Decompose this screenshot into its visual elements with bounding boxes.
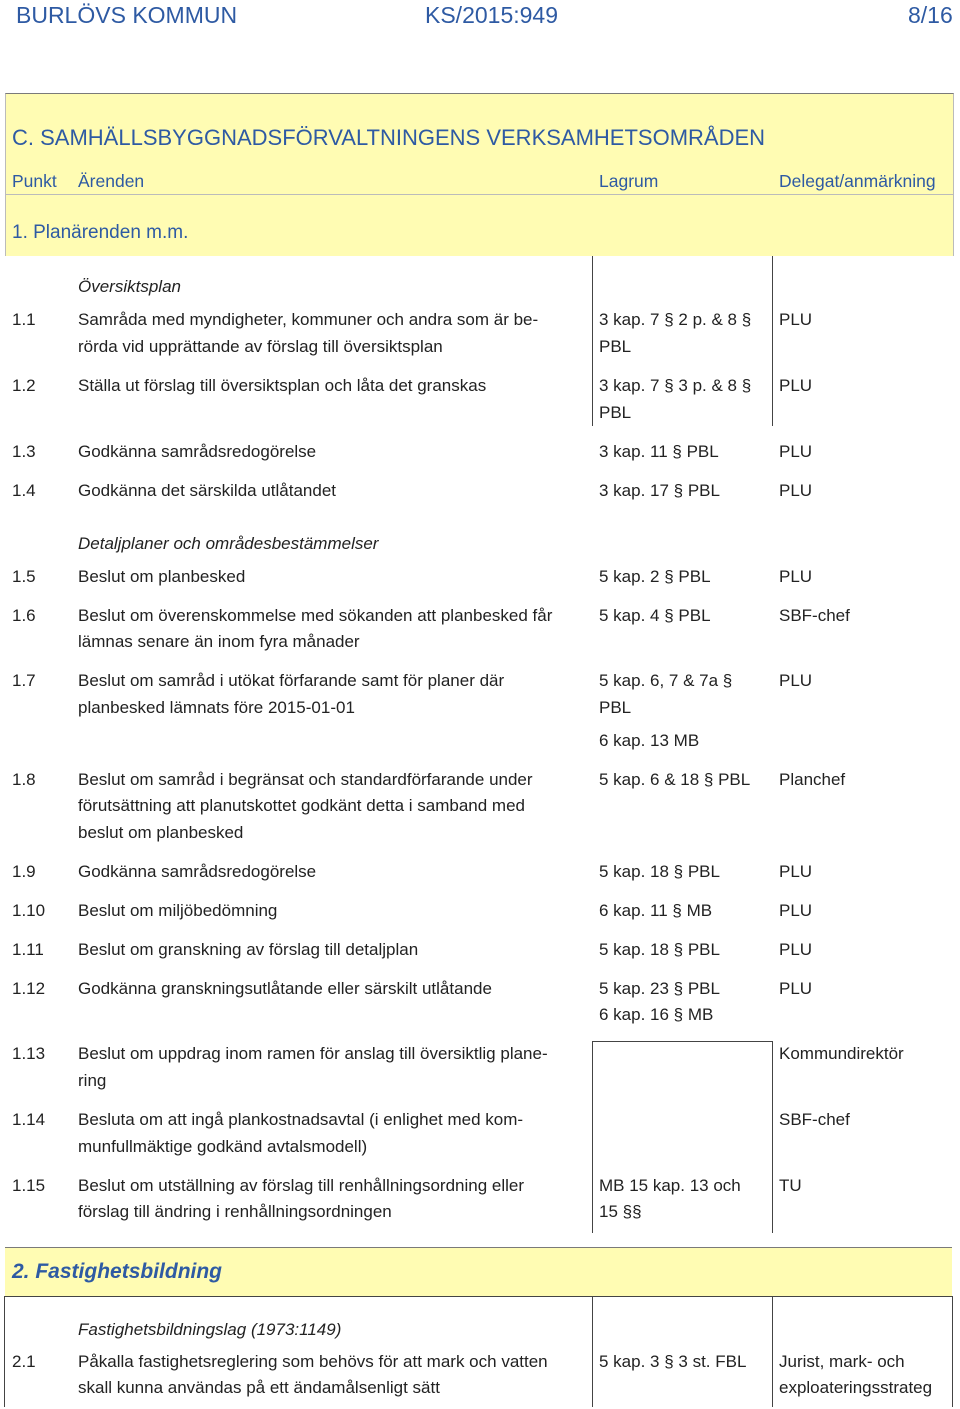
row-delegate: exploateringsstrateg <box>779 1378 933 1397</box>
row-number: 1.8 <box>12 770 36 789</box>
page-header <box>12 0 960 30</box>
row-text: rörda vid upprättande av förslag till översiktsplan <box>78 337 443 356</box>
row-text: lämnas senare än inom fyra månader <box>78 632 360 651</box>
row-text: förutsättning att planutskottet godkänt detta i samband med <box>78 796 526 815</box>
group-heading-detaljplaner: Detaljplaner och områdesbestämmelser <box>78 534 379 553</box>
column-header-delegat: Delegat/anmärkning <box>779 171 936 191</box>
row-law: 3 kap. 7 § 2 p. & 8 § <box>599 310 752 329</box>
row-delegate: PLU <box>779 376 813 395</box>
grid-line <box>772 1041 773 1233</box>
column-header-arenden: Ärenden <box>78 171 145 191</box>
grid-line <box>592 1041 593 1233</box>
row-delegate: PLU <box>779 671 813 690</box>
column-header-lagrum: Lagrum <box>599 171 659 191</box>
grid-line <box>772 1296 773 1407</box>
row-delegate: PLU <box>779 940 813 959</box>
row-number: 1.12 <box>12 979 46 998</box>
grid-line <box>772 256 773 426</box>
row-law: 5 kap. 3 § 3 st. FBL <box>599 1352 747 1371</box>
row-number: 1.1 <box>12 310 36 329</box>
grid-line <box>4 1296 952 1297</box>
row-text: Beslut om samråd i begränsat och standardförfarande under <box>78 770 533 789</box>
row-delegate: PLU <box>779 901 813 920</box>
grid-line <box>592 1041 772 1042</box>
grid-line <box>952 1296 953 1407</box>
column-header-punkt: Punkt <box>12 171 57 191</box>
row-law: 5 kap. 18 § PBL <box>599 940 720 959</box>
row-law: 3 kap. 17 § PBL <box>599 481 720 500</box>
row-text: Beslut om miljöbedömning <box>78 901 278 920</box>
row-text: Beslut om planbesked <box>78 567 246 586</box>
subheading-planarenden: 1. Planärenden m.m. <box>12 222 189 243</box>
row-law: 5 kap. 6, 7 & 7a § <box>599 671 733 690</box>
row-text: Beslut om samråd i utökat förfarande samt för planer där <box>78 671 505 690</box>
row-law: MB 15 kap. 13 och <box>599 1176 741 1195</box>
row-text: Påkalla fastighetsreglering som behövs för att mark och vatten <box>78 1352 548 1371</box>
row-text: beslut om planbesked <box>78 823 244 842</box>
row-law: PBL <box>599 337 632 356</box>
row-delegate: SBF-chef <box>779 1110 850 1129</box>
row-number: 1.4 <box>12 481 36 500</box>
case-number: KS/2015:949 <box>425 2 559 28</box>
row-text: Godkänna granskningsutlåtande eller särskilt utlåtande <box>78 979 492 998</box>
row-law: 5 kap. 2 § PBL <box>599 567 711 586</box>
section2-header-box <box>5 1247 952 1296</box>
row-delegate: Kommundirektör <box>779 1044 904 1063</box>
grid-line <box>592 1296 593 1407</box>
row-law: 5 kap. 23 § PBL <box>599 979 720 998</box>
row-text: Ställa ut förslag till översiktsplan och låta det granskas <box>78 376 487 395</box>
row-text: planbesked lämnats före 2015-01-01 <box>78 698 355 717</box>
row-number: 1.11 <box>12 940 44 959</box>
group-heading-oversiktsplan: Översiktsplan <box>78 277 181 296</box>
row-text: Godkänna samrådsredogörelse <box>78 862 317 881</box>
row-delegate: PLU <box>779 481 813 500</box>
row-number: 1.14 <box>12 1110 46 1129</box>
grid-line <box>592 256 593 426</box>
group-heading-fastighetsbildningslag: Fastighetsbildningslag (1973:1149) <box>78 1320 342 1339</box>
row-number: 1.7 <box>12 671 36 690</box>
row-delegate: Jurist, mark- och <box>779 1352 905 1371</box>
row-delegate: PLU <box>779 862 813 881</box>
row-number: 1.3 <box>12 442 36 461</box>
row-number: 1.2 <box>12 376 36 395</box>
row-delegate: PLU <box>779 442 813 461</box>
row-text: skall kunna användas på ett ändamålsenligt sätt <box>78 1378 440 1397</box>
row-text: Godkänna samrådsredogörelse <box>78 442 317 461</box>
row-text: Beslut om granskning av förslag till detaljplan <box>78 940 419 959</box>
row-delegate: PLU <box>779 979 813 998</box>
row-text: Godkänna det särskilda utlåtandet <box>78 481 337 500</box>
row-delegate: TU <box>779 1176 802 1195</box>
row-delegate: PLU <box>779 310 813 329</box>
row-law: 6 kap. 11 § MB <box>599 901 713 920</box>
row-text: Samråda med myndigheter, kommuner och andra som är be- <box>78 310 539 329</box>
section-title: C. SAMHÄLLSBYGGNADSFÖRVALTNINGENS VERKSAMHETSOMRÅDEN <box>12 125 766 150</box>
row-text: Beslut om överenskommelse med sökanden att planbesked får <box>78 606 553 625</box>
section2-title: 2. Fastighetsbildning <box>12 1260 223 1283</box>
page-number: 8/16 <box>908 2 953 28</box>
row-delegate: Planchef <box>779 770 846 789</box>
row-text: munfullmäktige godkänd avtalsmodell) <box>78 1137 368 1156</box>
grid-line <box>4 1296 5 1407</box>
row-number: 1.9 <box>12 862 36 881</box>
row-number: 1.10 <box>12 901 46 920</box>
row-law: PBL <box>599 698 632 717</box>
row-text: ring <box>78 1071 107 1090</box>
row-number: 1.13 <box>12 1044 46 1063</box>
row-law: 3 kap. 11 § PBL <box>599 442 719 461</box>
row-text: förslag till ändring i renhållningsordningen <box>78 1202 392 1221</box>
row-text: Beslut om uppdrag inom ramen för anslag till översiktlig plane- <box>78 1044 548 1063</box>
row-text: Beslut om utställning av förslag till renhållningsordning eller <box>78 1176 525 1195</box>
org-name: BURLÖVS KOMMUN <box>16 2 238 28</box>
row-law: 5 kap. 18 § PBL <box>599 862 720 881</box>
row-number: 2.1 <box>12 1352 36 1371</box>
row-law: 6 kap. 13 MB <box>599 731 700 750</box>
row-law: PBL <box>599 403 632 422</box>
row-delegate: PLU <box>779 567 813 586</box>
row-law: 15 §§ <box>599 1202 642 1221</box>
row-law: 5 kap. 4 § PBL <box>599 606 711 625</box>
row-text: Besluta om att ingå plankostnadsavtal (i enlighet med kom- <box>78 1110 524 1129</box>
row-number: 1.6 <box>12 606 36 625</box>
row-delegate: SBF-chef <box>779 606 850 625</box>
row-law: 6 kap. 16 § MB <box>599 1005 714 1024</box>
row-number: 1.15 <box>12 1176 46 1195</box>
row-law: 5 kap. 6 & 18 § PBL <box>599 770 751 789</box>
row-law: 3 kap. 7 § 3 p. & 8 § <box>599 376 752 395</box>
row-number: 1.5 <box>12 567 36 586</box>
